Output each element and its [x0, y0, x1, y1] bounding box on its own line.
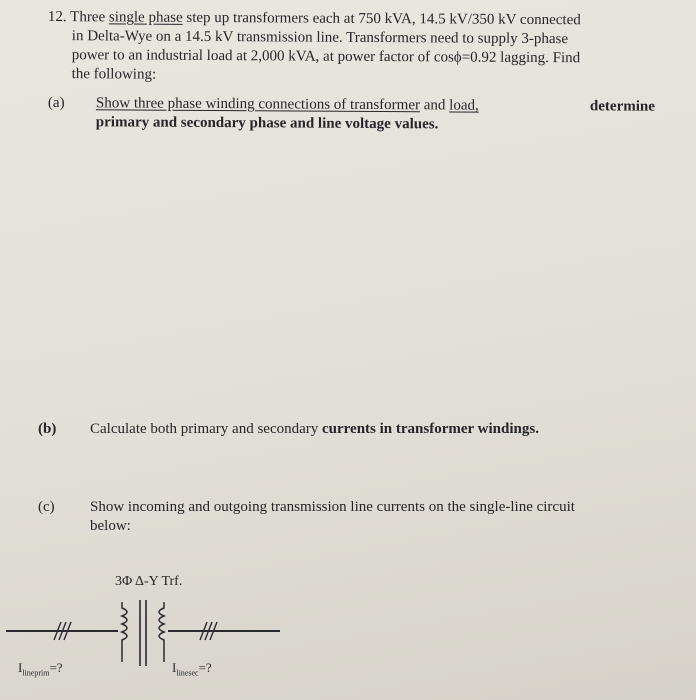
- primary-line-current-label: $I_{lineprim}=$?: [18, 660, 63, 678]
- question-number: 12.: [47, 8, 67, 26]
- transformer-title: 3Φ Δ-Y Trf.: [115, 574, 183, 589]
- part-a-load: load,: [449, 97, 479, 114]
- part-a-line-2: primary and secondary phase and line voltage values.: [95, 114, 439, 133]
- part-b-plain: Calculate both primary and secondary: [90, 421, 323, 437]
- question-line-4: the following:: [71, 66, 157, 83]
- part-a-and: and: [419, 97, 450, 114]
- part-a-determine: determine: [589, 98, 655, 115]
- part-a-label: (a): [47, 94, 65, 112]
- part-a-underlined: Show three phase winding connections of transformer: [95, 95, 421, 114]
- question-line-3: power to an industrial load at 2,000 kVA, at power factor of cosϕ=0.92 lagging. Find: [71, 47, 581, 67]
- part-b-label: (b): [38, 421, 57, 437]
- secondary-line-current-label: $I_{linesec}=$?: [172, 660, 212, 678]
- part-c-line-1: Show incoming and outgoing transmission line currents on the single-line circuit: [90, 499, 575, 515]
- question-text-1c: step up transformers each at 750 kVA, 14.5 kV/350 kV connected: [182, 9, 581, 29]
- part-b-bold: currents in transformer windings.: [322, 421, 539, 437]
- secondary-winding: [159, 602, 164, 662]
- part-c-text: [90, 498, 680, 536]
- question-text-1b: single phase: [108, 9, 183, 26]
- part-b-text: [90, 420, 650, 439]
- part-c-line-2: below:: [90, 518, 131, 534]
- question-text-1a: Three: [70, 9, 109, 26]
- part-c-label: (c): [38, 499, 55, 515]
- single-line-diagram: [0, 588, 300, 668]
- primary-winding: [122, 602, 127, 662]
- question-line-2: in Delta-Wye on a 14.5 kV transmission line. Transformers need to supply 3-phase: [71, 28, 569, 48]
- question-12: [48, 8, 668, 88]
- part-a: [47, 94, 668, 133]
